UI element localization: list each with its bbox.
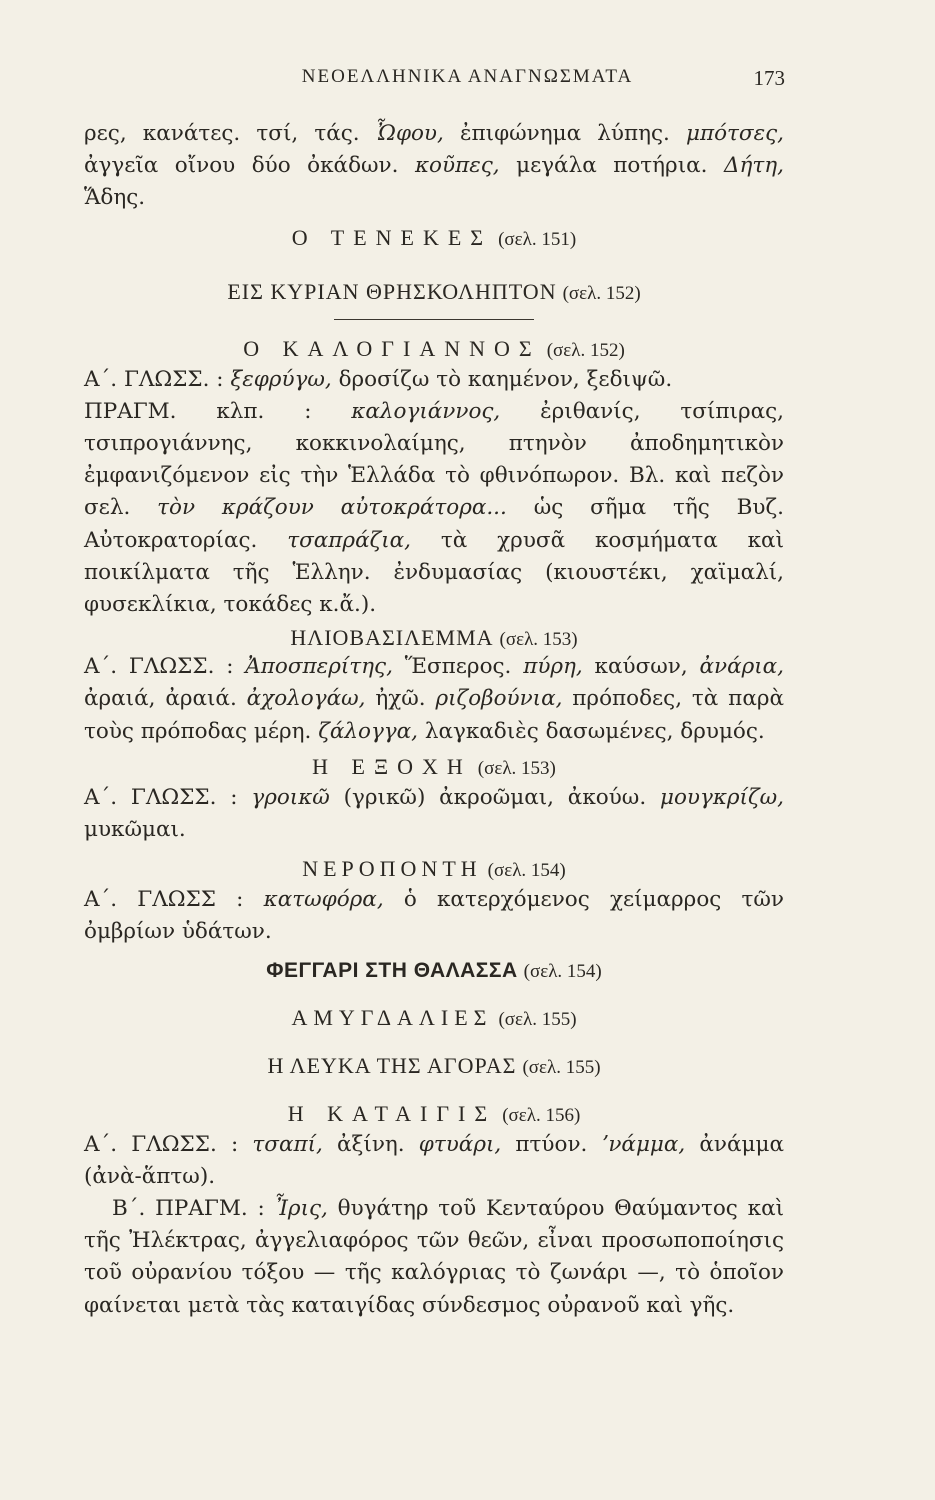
section-title: ΦΕΓΓΑΡΙ ΣΤΗ ΘΑΛΑΣΣΑ bbox=[266, 958, 518, 982]
page-body bbox=[84, 118, 784, 1322]
note-label: ΠΡΑΓΜ. κλπ. : bbox=[84, 398, 312, 424]
note-label: Α΄. ΓΛΩΣΣ. : bbox=[84, 654, 234, 680]
page-number: 173 bbox=[753, 66, 785, 90]
section-heading-amygdalies bbox=[84, 1005, 784, 1031]
page-reference: (σελ. 153) bbox=[477, 757, 556, 779]
section-title: ΑΜΥΓΔΑΛΙΕΣ bbox=[291, 1004, 493, 1030]
text-run: ἐριθανίς, τσίπιρας, τσιπρογιάννης, κοκκινολαίμης, πτηνὸν ἀποδημητικὸν ἐμφανιζόμενον εἰς τὴν Ἑλλάδα τὸ φθινόπωρον. Βλ. καὶ πεζὸν σελ. bbox=[84, 398, 784, 521]
kataigis-pragm bbox=[84, 1193, 784, 1322]
text-run: δροσίζω τὸ καημένον, ξεδιψῶ. bbox=[331, 366, 673, 392]
section-heading-kalogiannos bbox=[84, 336, 784, 362]
term: Δήτη, bbox=[723, 153, 784, 179]
term: μουγκρίζω, bbox=[659, 784, 785, 810]
kalogiannos-pragm bbox=[84, 396, 784, 621]
text-run: ἀραιά, ἀραιά. bbox=[84, 686, 247, 712]
note-label: Α΄. ΓΛΩΣΣ : bbox=[84, 887, 244, 913]
text-run: (γρικῶ) ἀκροῶμαι, ἀκούω. bbox=[329, 784, 660, 810]
term: πύρη, bbox=[523, 654, 583, 680]
running-head bbox=[0, 66, 935, 96]
page-reference: (σελ. 154) bbox=[487, 860, 566, 882]
text-run: τὰ χρυσᾶ κοσμήματα καὶ ποικίλματα τῆς Ἑλλην. ἐνδυμασίας (κιουστέκι, χαϊμαλί, φυσεκλίκια, τοκάδες κ.ἄ.). bbox=[84, 527, 785, 618]
section-heading-fengari bbox=[84, 959, 784, 983]
note-label: Α΄. ΓΛΩΣΣ. : bbox=[84, 1131, 239, 1157]
text-run: ἐπιφώνημα λύπης. bbox=[443, 121, 686, 146]
text-run: ἠχῶ. bbox=[365, 686, 436, 712]
intro-paragraph bbox=[84, 118, 784, 215]
text-run: Ἕσπερος. bbox=[392, 654, 524, 680]
term: Ἀποσπερίτης, bbox=[233, 654, 393, 680]
note-label: Α΄. ΓΛΩΣΣ. : bbox=[84, 366, 224, 392]
page-reference: (σελ. 155) bbox=[498, 1008, 577, 1030]
page-reference: (σελ. 152) bbox=[546, 339, 625, 361]
text-run: ρες, κανάτες. τσί, τάς. bbox=[84, 121, 376, 146]
negroponti-glossary bbox=[84, 884, 784, 948]
section-heading-negroponti bbox=[84, 856, 784, 882]
page-reference: (σελ. 151) bbox=[498, 228, 577, 250]
text-run: καύσων, bbox=[582, 654, 700, 680]
term: ʼνάμμα, bbox=[601, 1131, 686, 1157]
term: κατωφόρα, bbox=[243, 887, 384, 913]
text-run: πτύον. bbox=[501, 1131, 602, 1157]
term: Ἶρις, bbox=[264, 1196, 328, 1222]
text-run: ὁ κατερχόμενος χείμαρρος τῶν ὀμβρίων ὑδάτων. bbox=[84, 887, 784, 945]
section-heading-kyrian bbox=[84, 279, 784, 305]
text-run: μυκῶμαι. bbox=[84, 817, 186, 843]
section-heading-lefka bbox=[84, 1053, 784, 1079]
term: μπότσες, bbox=[685, 121, 784, 146]
page-reference: (σελ. 153) bbox=[499, 629, 578, 651]
term: Ὦφου, bbox=[375, 121, 444, 146]
section-heading-iliovasilemma bbox=[84, 625, 784, 651]
kataigis-glossary bbox=[84, 1129, 784, 1193]
term: κοῦπες, bbox=[414, 153, 500, 179]
text-run: μεγάλα ποτήρια. bbox=[499, 153, 724, 179]
term: καλογιάννος, bbox=[311, 398, 501, 424]
term: τσαπί, bbox=[238, 1131, 323, 1157]
text-run: ἀνάμμα (ἀνὰ-ἅπτω). bbox=[84, 1131, 784, 1189]
kalogiannos-glossary bbox=[84, 364, 784, 396]
term: ριζοβούνια, bbox=[435, 686, 563, 712]
term: ἀνάρια, bbox=[699, 654, 785, 680]
section-heading-tenekes bbox=[84, 225, 784, 251]
term: τσαπράζια, bbox=[287, 527, 412, 553]
page-reference: (σελ. 152) bbox=[562, 282, 641, 304]
text-run: θυγάτηρ τοῦ Κενταύρου Θαύμαντος καὶ τῆς Ἠλέκτρας, ἀγγελιαφόρος τῶν θεῶν, εἶναι προσωποποίησις τοῦ οὐρανίου τόξου — τῆς καλόγριας τὸ ζωνάρι —, τὸ ὁποῖον φαίνεται μετὰ τὰς καταιγίδας σύνδεσμος οὐρανοῦ καὶ γῆς. bbox=[84, 1196, 785, 1318]
text-run: Ἅδης. bbox=[84, 185, 146, 211]
section-title: Ο ΚΑΛΟΓΙΑΝΝΟΣ bbox=[243, 335, 541, 361]
note-label: Α΄. ΓΛΩΣΣ. : bbox=[84, 784, 238, 810]
section-title: Η ΚΑΤΑΙΓΙΣ bbox=[287, 1100, 497, 1126]
section-title: ΝΕΡΟΠΟΝΤΗ bbox=[302, 856, 482, 882]
term: ἀχολογάω, bbox=[246, 686, 366, 712]
text-run: πρόποδες, τὰ παρὰ τοὺς πρόποδας μέρη. bbox=[84, 686, 784, 744]
section-title: ΗΛΙΟΒΑΣΙΛΕΜΜΑ bbox=[290, 625, 494, 651]
section-heading-exochi bbox=[84, 754, 784, 780]
term: γροικῶ bbox=[237, 784, 330, 810]
section-divider bbox=[334, 319, 534, 320]
section-title: Ο ΤΕΝΕΚΕΣ bbox=[291, 224, 493, 250]
term: ζάλογγα, bbox=[318, 718, 419, 744]
term: φτυάρι, bbox=[418, 1131, 502, 1157]
iliovasilemma-glossary bbox=[84, 651, 784, 748]
text-run: ὡς σῆμα τῆς Βυζ. Αὐτοκρατορίας. bbox=[84, 495, 784, 553]
section-title: Η ΕΞΟΧΗ bbox=[312, 753, 472, 779]
exochi-glossary bbox=[84, 782, 784, 846]
term: ξεφρύγω, bbox=[223, 366, 332, 392]
section-heading-kataigis bbox=[84, 1101, 784, 1127]
text-run: ἀξίνη. bbox=[322, 1131, 419, 1157]
note-label: Β΄. ΠΡΑΓΜ. : bbox=[112, 1196, 265, 1222]
page-reference: (σελ. 154) bbox=[523, 960, 602, 982]
running-head-title: ΝΕΟΕΛΛΗΝΙΚΑ ΑΝΑΓΝΩΣΜΑΤΑ bbox=[301, 66, 634, 87]
page-reference: (σελ. 155) bbox=[522, 1056, 601, 1078]
quotation: τὸν κράζουν αὐτοκράτορα... bbox=[157, 495, 507, 521]
section-title: ΕΙΣ ΚΥΡΙΑΝ ΘΡΗΣΚΟΛΗΠΤΟΝ bbox=[227, 278, 557, 304]
page-reference: (σελ. 156) bbox=[502, 1104, 581, 1126]
text-run: λαγκαδιὲς δασωμένες, δρυμός. bbox=[418, 718, 765, 744]
text-run: ἀγγεῖα οἴνου δύο ὀκάδων. bbox=[84, 153, 415, 179]
section-title: Η ΛΕΥΚΑ ΤΗΣ ΑΓΟΡΑΣ bbox=[267, 1052, 517, 1078]
